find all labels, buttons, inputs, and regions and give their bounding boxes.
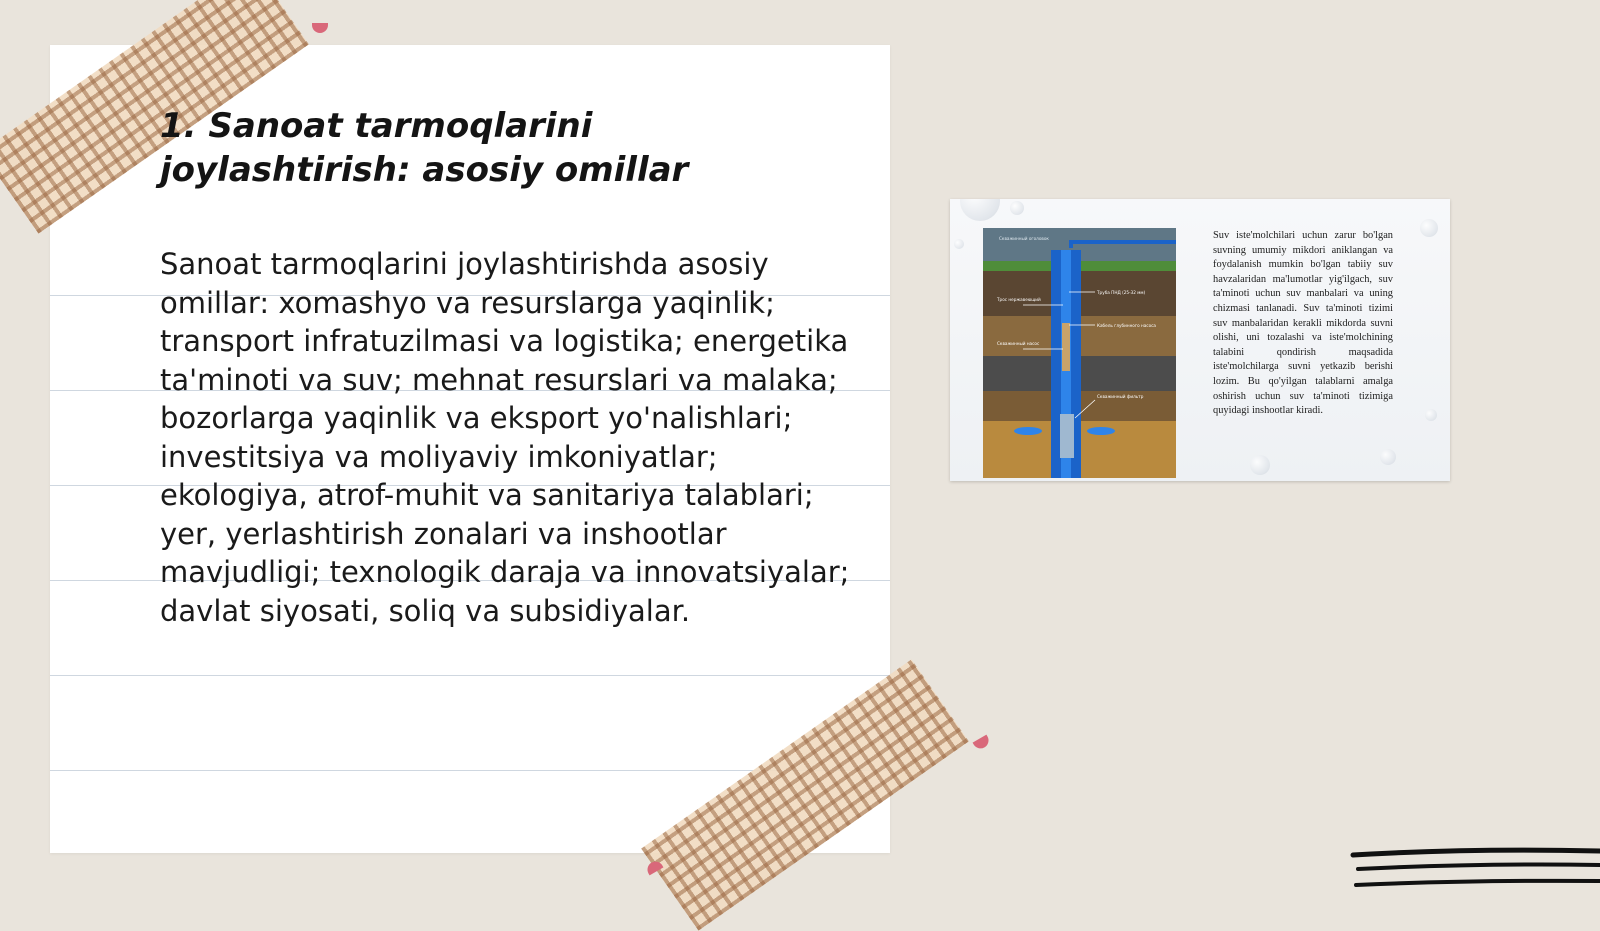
diagram-label: Скважинный оголовок: [999, 236, 1049, 241]
diagram-label: Трос нержавеющий: [997, 297, 1041, 302]
diagram-label: Скважинный насос: [997, 341, 1040, 346]
water-drop-icon: [960, 199, 1000, 221]
diagram-label: Труба ПНД (25-32 мм): [1097, 290, 1146, 295]
pin-icon: [973, 735, 992, 752]
well-diagram: [983, 228, 1176, 478]
water-well-figure: [950, 199, 1450, 481]
water-drop-icon: [1420, 219, 1438, 237]
slide-title: 1. Sanoat tarmoqlarini joylashtirish: asosiy omillar: [160, 106, 689, 190]
pin-icon: [312, 23, 328, 33]
diagram-label: Кабель глубинного насоса: [1097, 323, 1156, 328]
slide-body-text: Sanoat tarmoqlarini joylashtirishda asosiy omillar: xomashyo va resurslarga yaqinlik; transport infratuzilmasi va logistika; energetika ta'minoti va suv; mehnat resurslari va malaka; bozorlarga yaqinlik va eksport yo'nalishlari; investitsiya va moliyaviy imkoniyatlar; ekologiya, atrof-muhit va sanitariya talablari; yer, yerlashtirish zonalari va inshootlar mavjudligi; texnologik daraja va innovatsiyalar; davlat siyosati, soliq va subsidiyalar.: [160, 247, 850, 628]
water-drop-icon: [954, 239, 964, 249]
water-drop-icon: [1425, 409, 1437, 421]
water-drop-icon: [1250, 455, 1270, 475]
decorative-brush-strokes: [1350, 845, 1600, 895]
water-drop-icon: [1380, 449, 1396, 465]
figure-caption: Suv iste'molchilari uchun zarur bo'lgan suvning umumiy mikdori aniklangan va foydalanish mumkin bo'lgan tabiiy suv havzalaridan ma'lumotlar yig'ilgach, suv ta'minoti uchun suv manbalari va uning chizmasi tanlanadi. Suv ta'minoti tizimi suv manbalaridan kerakli mikdorda suvni olishi, uni tozalashi va iste'molchining talabini qondirish maqsadida iste'molchilarga suvni yetkazib berishi lozim. Bu qo'yilgan talablarni amalga oshirish uchun suv ta'minoti tizimiga quyidagi inshootlar kiradi.: [1213, 230, 1393, 417]
water-drop-icon: [1010, 201, 1024, 215]
diagram-label: Скважинный фильтр: [1097, 394, 1144, 399]
ruled-line: [50, 675, 890, 676]
